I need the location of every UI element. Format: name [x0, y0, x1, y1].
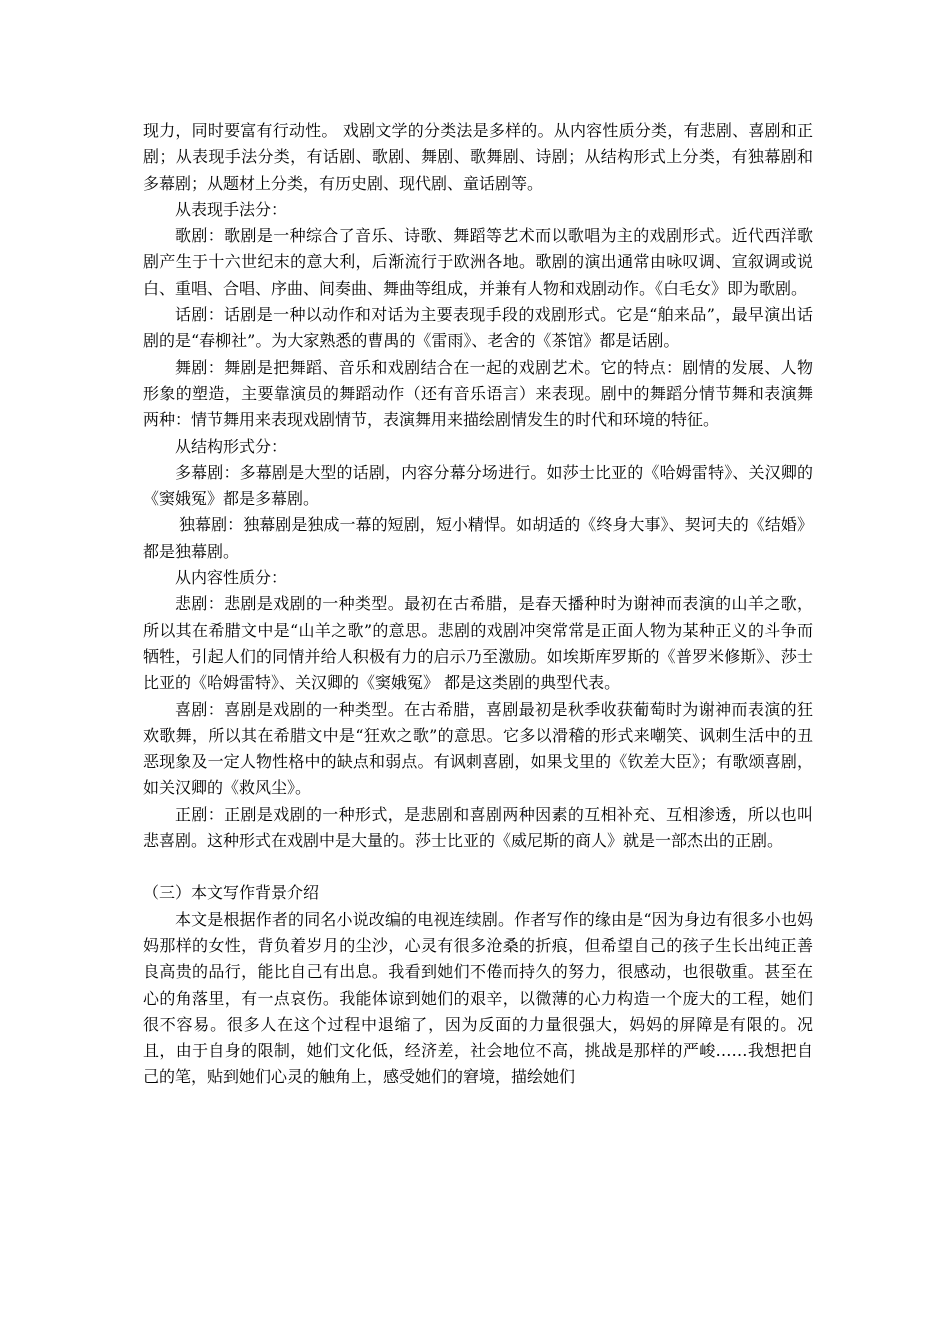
paragraph-opera: 歌剧：歌剧是一种综合了音乐、诗歌、舞蹈等艺术而以歌唱为主的戏剧形式。近代西洋歌剧产生于十六世纪末的意大利，后渐流行于欧洲各地。歌剧的演出通常由咏叹调、宣叙调或说白、重唱、合唱、序曲、间奏曲、舞曲等组成，并兼有人物和戏剧动作。《白毛女》即为歌剧。: [143, 226, 813, 298]
section-heading-background: （三）本文写作背景介绍: [143, 883, 320, 903]
section-gap: [143, 854, 813, 880]
document-page: [143, 118, 813, 1091]
paragraph-one-act: 独幕剧：独幕剧是独成一幕的短剧，短小精悍。如胡适的《终身大事》、契诃夫的《结婚》都是独幕剧。: [143, 515, 813, 561]
paragraph-tragedy: 悲剧：悲剧是戏剧的一种类型。最初在古希腊，是春天播种时为谢神而表演的山羊之歌，所以其在希腊文中是“山羊之歌”的意思。悲剧的戏剧冲突常常是正面人物为某种正义的斗争而牺牲，引起人们的同情并给人积极有力的启示乃至激励。如埃斯库罗斯的《普罗米修斯》、莎士比亚的《哈姆雷特》、关汉卿的《窦娥冤》 都是这类剧的典型代表。: [143, 594, 813, 693]
paragraph-spoken-drama: 话剧：话剧是一种以动作和对话为主要表现手段的戏剧形式。它是“舶来品”，最早演出话剧的是“春柳社”。为大家熟悉的曹禺的《雷雨》、老舍的《茶馆》都是话剧。: [143, 305, 813, 351]
paragraph-serious-drama: 正剧：正剧是戏剧的一种形式，是悲剧和喜剧两种因素的互相补充、互相渗透，所以也叫悲喜剧。这种形式在戏剧中是大量的。莎士比亚的《威尼斯的商人》就是一部杰出的正剧。: [143, 804, 813, 851]
paragraph-multi-act: 多幕剧：多幕剧是大型的话剧，内容分幕分场进行。如莎士比亚的《哈姆雷特》、关汉卿的《窦娥冤》都是多幕剧。: [143, 462, 813, 509]
subheading-content: 从内容性质分：: [175, 568, 288, 588]
paragraph-dance-drama: 舞剧：舞剧是把舞蹈、音乐和戏剧结合在一起的戏剧艺术。它的特点：剧情的发展、人物形象的塑造，主要靠演员的舞蹈动作（还有音乐语言）来表现。剧中的舞蹈分情节舞和表演舞两种：情节舞用来表现戏剧情节，表演舞用来描绘剧情发生的时代和环境的特征。: [143, 357, 813, 430]
paragraph-classification: 现力，同时要富有行动性。 戏剧文学的分类法是多样的。从内容性质分类，有悲剧、喜剧和正剧；从表现手法分类，有话剧、歌剧、舞剧、歌舞剧、诗剧；从结构形式上分类，有独幕剧和多幕剧；从题材上分类，有历史剧、现代剧、童话剧等。: [143, 121, 813, 193]
subheading-expression-method: 从表现手法分：: [175, 199, 288, 219]
paragraph-background: 本文是根据作者的同名小说改编的电视连续剧。作者写作的缘由是“因为身边有很多小也妈妈那样的女性，背负着岁月的尘沙，心灵有很多沧桑的折痕，但希望自己的孩子生长出纯正善良高贵的品行，能比自己有出息。我看到她们不倦而持久的努力，很感动，也很敬重。甚至在心的角落里，有一点哀伤。我能体谅到她们的艰辛，以微薄的心力构造一个庞大的工程，她们很不容易。很多人在这个过程中退缩了，因为反面的力量很强大，妈妈的屏障是有限的。况且，由于自身的限制，她们文化低，经济差，社会地位不高，挑战是那样的严峻……我想把自己的笔，贴到她们心灵的触角上，感受她们的窘境，描绘她们: [143, 909, 813, 1087]
paragraph-comedy: 喜剧：喜剧是戏剧的一种类型。在古希腊，喜剧最初是秋季收获葡萄时为谢神而表演的狂欢歌舞，所以其在希腊文中是“狂欢之歌”的意思。它多以滑稽的形式来嘲笑、讽刺生活中的丑恶现象及一定人物性格中的缺点和弱点。有讽刺喜剧，如果戈里的《钦差大臣》；有歌颂喜剧，如关汉卿的《救风尘》。: [143, 699, 813, 798]
subheading-structure: 从结构形式分：: [175, 436, 288, 456]
